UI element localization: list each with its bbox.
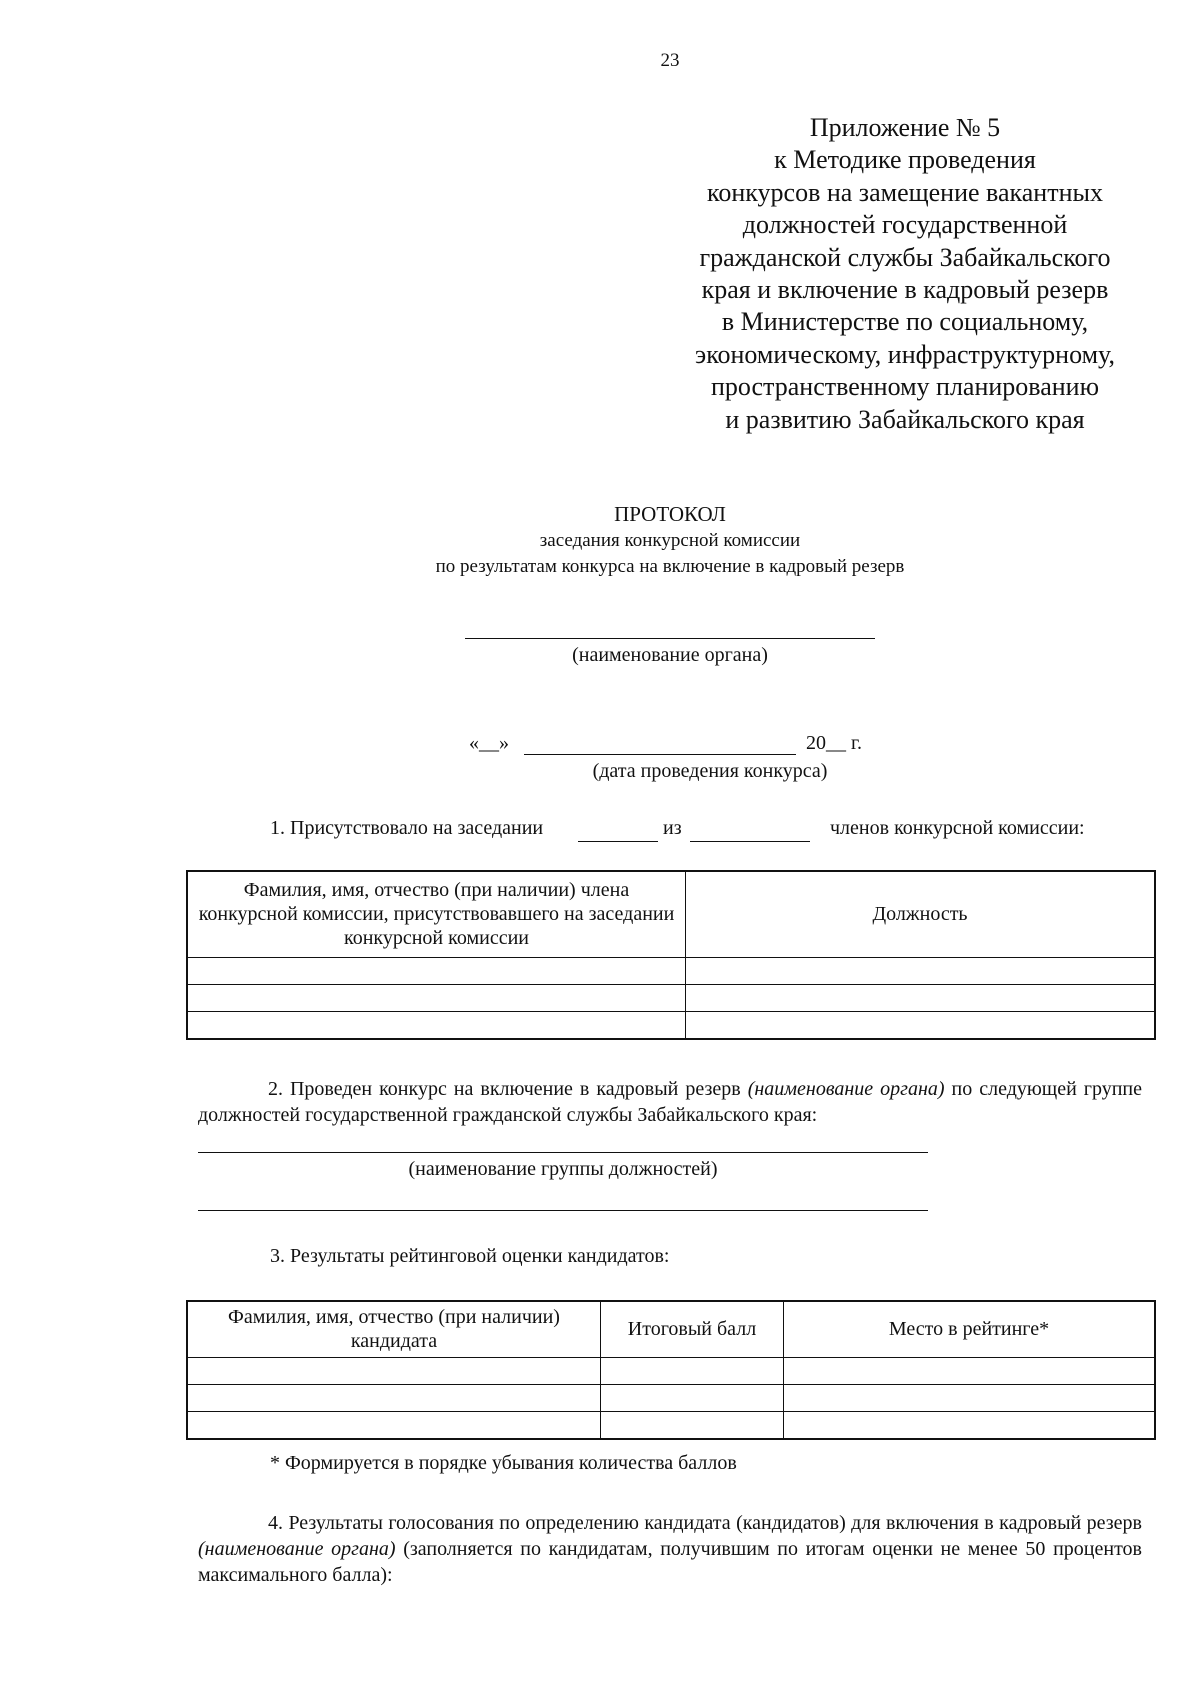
present-count-line	[578, 841, 658, 842]
protocol-title-block	[0, 500, 1200, 580]
table-cell[interactable]	[601, 1411, 784, 1439]
appendix-line: и развитию Забайкальского края	[725, 404, 1085, 434]
appendix-line: края и включение в кадровый резерв	[701, 275, 1109, 305]
organ-caption: (наименование органа)	[572, 644, 768, 666]
table-cell[interactable]	[187, 1011, 686, 1039]
table-cell[interactable]	[601, 1357, 784, 1384]
table-cell[interactable]	[187, 957, 686, 984]
section4-paragraph	[198, 1510, 1142, 1588]
date-year: 20__ г.	[806, 732, 862, 754]
commission-header-name: Фамилия, имя, отчество (при наличии) члена конкурсной комиссии, присутствовавшего на заседании конкурсной комиссии	[187, 871, 686, 957]
appendix-line: к Методике проведения	[774, 145, 1036, 175]
protocol-title: ПРОТОКОЛ	[614, 502, 726, 526]
table-row	[187, 1011, 1155, 1039]
commission-table	[186, 870, 1156, 1040]
table-cell[interactable]	[187, 1384, 601, 1411]
rating-table	[186, 1300, 1156, 1440]
section4-text: 4. Результаты голосования по определению кандидата (кандидатов) для включения в кадровый резерв	[268, 1512, 1142, 1534]
rating-footnote: * Формируется в порядке убывания количества баллов	[270, 1452, 737, 1474]
rating-header-rank: Место в рейтинге*	[784, 1301, 1156, 1357]
section4-text-cont: (заполняется по кандидатам, получившим по итогам оценки не менее 50 процентов максимального балла):	[198, 1538, 1142, 1586]
page-number: 23	[660, 50, 680, 71]
appendix-line: гражданской службы Забайкальского	[699, 242, 1111, 272]
section1-from: из	[663, 817, 682, 839]
table-cell[interactable]	[784, 1411, 1156, 1439]
table-cell[interactable]	[187, 1411, 601, 1439]
table-cell[interactable]	[601, 1384, 784, 1411]
position-group-line-2	[198, 1210, 928, 1211]
table-cell[interactable]	[686, 957, 1156, 984]
section1-members: членов конкурсной комиссии:	[830, 817, 1085, 839]
section2-paragraph	[198, 1076, 1142, 1128]
section1-text: 1. Присутствовало на заседании	[270, 817, 544, 839]
table-cell[interactable]	[784, 1384, 1156, 1411]
table-cell[interactable]	[187, 1357, 601, 1384]
appendix-line: должностей государственной	[742, 210, 1068, 240]
table-cell[interactable]	[784, 1357, 1156, 1384]
date-month-line	[524, 754, 796, 755]
section2-organ-italic: (наименование органа)	[747, 1078, 945, 1100]
table-row	[187, 1357, 1155, 1384]
rating-header-score: Итоговый балл	[601, 1301, 784, 1357]
appendix-line: в Министерстве по социальному,	[721, 307, 1089, 337]
date-day: «__»	[469, 732, 509, 754]
protocol-subtitle: заседания конкурсной комиссии	[539, 530, 801, 551]
section2-text: 2. Проведен конкурс на включение в кадровый резерв	[268, 1078, 741, 1100]
table-cell[interactable]	[686, 1011, 1156, 1039]
section3-text: 3. Результаты рейтинговой оценки кандидатов:	[270, 1245, 670, 1267]
date-caption: (дата проведения конкурса)	[592, 760, 828, 782]
section4-organ-italic: (наименование органа)	[198, 1538, 396, 1560]
table-row	[187, 957, 1155, 984]
section2-text-cont: по следующей группе должностей государственной гражданской службы Забайкальского края:	[198, 1078, 1142, 1126]
appendix-line: конкурсов на замещение вакантных	[707, 177, 1103, 207]
commission-header-position: Должность	[686, 871, 1156, 957]
appendix-line: Приложение № 5	[809, 113, 1001, 142]
appendix-line: экономическому, инфраструктурному,	[695, 339, 1115, 369]
table-cell[interactable]	[187, 984, 686, 1011]
organ-name-line	[465, 638, 875, 639]
table-row	[187, 1411, 1155, 1439]
protocol-subtitle: по результатам конкурса на включение в кадровый резерв	[435, 556, 905, 577]
appendix-header	[665, 112, 1145, 436]
rating-header-name: Фамилия, имя, отчество (при наличии) кандидата	[187, 1301, 601, 1357]
table-row	[187, 984, 1155, 1011]
position-group-line	[198, 1152, 928, 1153]
appendix-line: пространственному планированию	[710, 372, 1100, 402]
table-row	[187, 1384, 1155, 1411]
table-cell[interactable]	[686, 984, 1156, 1011]
position-group-caption: (наименование группы должностей)	[408, 1158, 718, 1180]
total-count-line	[690, 841, 810, 842]
